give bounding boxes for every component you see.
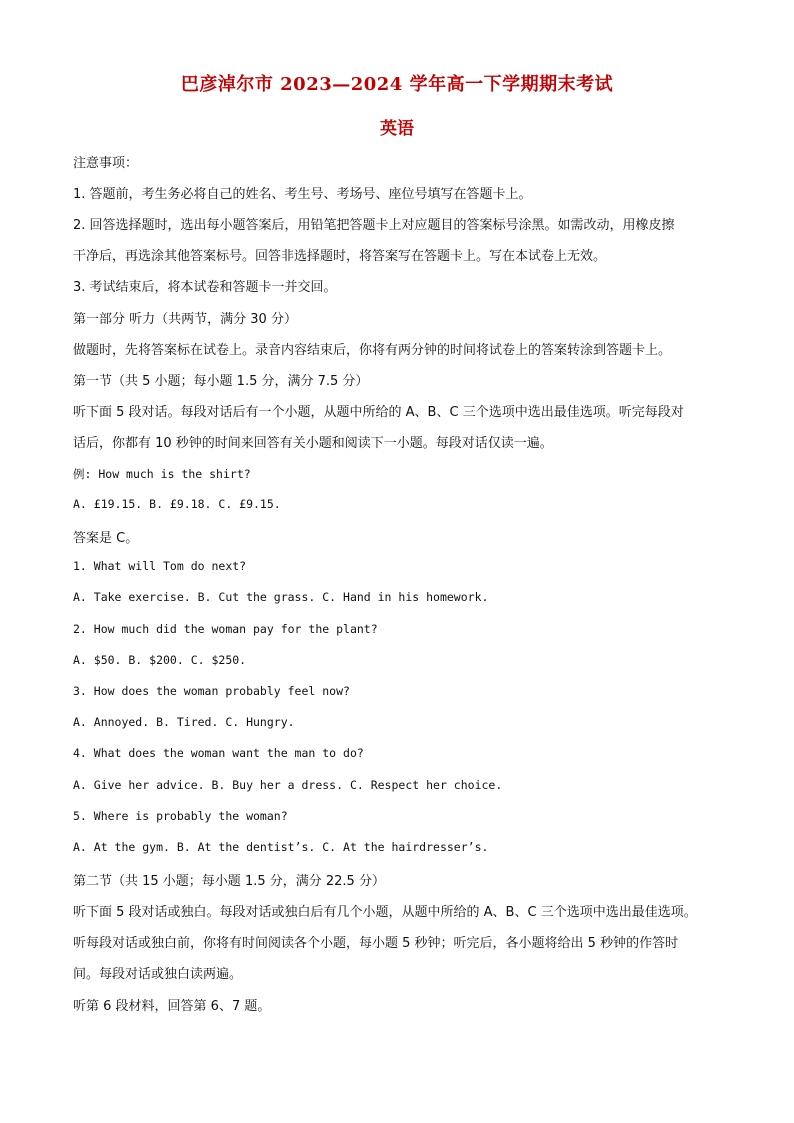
- example-options: A. £19.15. B. £9.18. C. £9.15.: [73, 497, 281, 511]
- section1-instruction-line-2: 话后，你都有 10 秒钟的时间来回答有关小题和阅读下一小题。每段对话仅读一遍。: [73, 436, 553, 451]
- subject-title: 英语: [380, 119, 414, 139]
- question-2: 2. How much did the woman pay for the plant?: [73, 622, 378, 636]
- question-1: 1. What will Tom do next?: [73, 559, 247, 573]
- material-6-note: 听第 6 段材料，回答第 6、7 题。: [73, 999, 271, 1014]
- question-5: 5. Where is probably the woman?: [73, 809, 288, 823]
- notes-item-1: 1. 答题前，考生务必将自己的姓名、考生号、考场号、座位号填写在答题卡上。: [73, 187, 532, 202]
- question-5-options: A. At the gym. B. At the dentist’s. C. At the hairdresser’s.: [73, 840, 489, 854]
- notes-item-2-line-2: 干净后，再选涂其他答案标号。回答非选择题时，将答案写在答题卡上。写在本试卷上无效。: [73, 249, 607, 264]
- section1-heading: 第一节（共 5 小题；每小题 1.5 分，满分 7.5 分）: [73, 374, 369, 389]
- section2-heading: 第二节（共 15 小题；每小题 1.5 分，满分 22.5 分）: [73, 874, 385, 889]
- question-4: 4. What does the woman want the man to do?: [73, 746, 364, 760]
- question-4-options: A. Give her advice. B. Buy her a dress. C. Respect her choice.: [73, 778, 503, 792]
- section2-instruction-line-3: 间。每段对话或独白读两遍。: [73, 967, 243, 982]
- part1-heading: 第一部分 听力（共两节，满分 30 分）: [73, 312, 297, 327]
- notes-item-2-line-1: 2. 回答选择题时，选出每小题答案后，用铅笔把答题卡上对应题目的答案标号涂黑。如需改动，用橡皮擦: [73, 218, 675, 233]
- question-2-options: A. $50. B. $200. C. $250.: [73, 653, 247, 667]
- notes-item-3: 3. 考试结束后，将本试卷和答题卡一并交回。: [73, 280, 337, 295]
- part1-instruction: 做题时，先将答案标在试卷上。录音内容结束后，你将有两分钟的时间将试卷上的答案转涂到答题卡上。: [73, 343, 672, 358]
- example-question: 例: How much is the shirt?: [73, 467, 251, 481]
- exam-title: 巴彦淖尔市 2023—2024 学年高一下学期期末考试: [180, 74, 614, 95]
- section2-instruction-line-1: 听下面 5 段对话或独白。每段对话或独白后有几个小题，从题中所给的 A、B、C 三个选项中选出最佳选项。: [73, 905, 697, 920]
- question-3: 3. How does the woman probably feel now?: [73, 684, 350, 698]
- question-1-options: A. Take exercise. B. Cut the grass. C. Hand in his homework.: [73, 590, 489, 604]
- question-3-options: A. Annoyed. B. Tired. C. Hungry.: [73, 715, 295, 729]
- section1-instruction-line-1: 听下面 5 段对话。每段对话后有一个小题，从题中所给的 A、B、C 三个选项中选出最佳选项。听完每段对: [73, 405, 684, 420]
- notes-heading: 注意事项：: [73, 156, 139, 171]
- section2-instruction-line-2: 听每段对话或独白前，你将有时间阅读各个小题，每小题 5 秒钟；听完后，各小题将给出 5 秒钟的作答时: [73, 936, 679, 951]
- example-answer: 答案是 C。: [73, 531, 139, 546]
